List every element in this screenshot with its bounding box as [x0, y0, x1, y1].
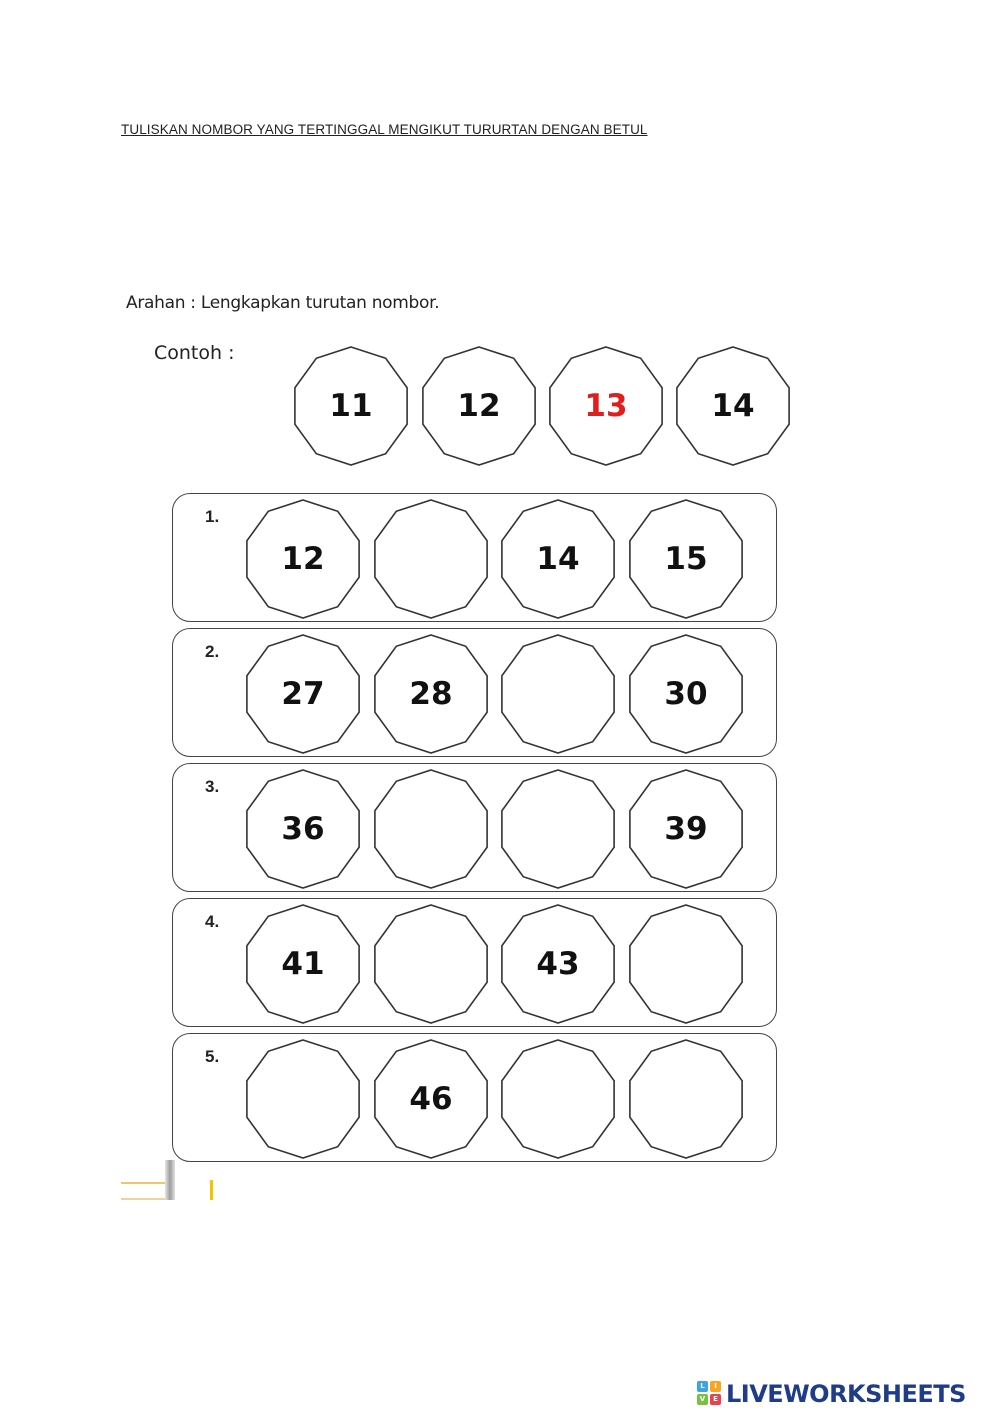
answer-polygon	[497, 633, 619, 755]
number-polygon	[625, 498, 747, 620]
number-value: 12	[457, 388, 501, 424]
question-number: 1.	[205, 507, 220, 526]
answer-input[interactable]	[497, 633, 619, 755]
number-value: 36	[281, 811, 325, 847]
number-polygon	[545, 345, 667, 467]
number-value: 14	[711, 388, 755, 424]
scan-artifact-line	[121, 1182, 169, 1184]
example-label: Contoh :	[154, 342, 235, 364]
number-polygon	[418, 345, 540, 467]
scan-artifact-bar	[210, 1180, 213, 1200]
liveworksheets-logo-icon	[697, 1381, 723, 1407]
answer-input[interactable]	[242, 1038, 364, 1160]
number-polygon	[625, 633, 747, 755]
question-number: 3.	[205, 777, 220, 796]
answer-input[interactable]	[370, 903, 492, 1025]
scan-artifact-line	[121, 1198, 169, 1200]
answer-input[interactable]	[497, 768, 619, 890]
answer-polygon	[370, 498, 492, 620]
number-polygon	[625, 768, 747, 890]
number-value: 11	[329, 388, 373, 424]
answer-polygon	[625, 1038, 747, 1160]
number-polygon	[370, 1038, 492, 1160]
answer-input[interactable]	[625, 1038, 747, 1160]
worksheet-title: TULISKAN NOMBOR YANG TERTINGGAL MENGIKUT TURURTAN DENGAN BETUL	[121, 122, 648, 137]
answer-polygon	[242, 1038, 364, 1160]
number-polygon	[242, 498, 364, 620]
answer-polygon	[497, 1038, 619, 1160]
answer-polygon	[625, 903, 747, 1025]
logo-letter: E	[710, 1394, 721, 1405]
number-polygon	[290, 345, 412, 467]
question-number: 2.	[205, 642, 220, 661]
number-polygon	[497, 903, 619, 1025]
number-value: 30	[664, 676, 708, 712]
answer-input[interactable]	[497, 1038, 619, 1160]
number-value: 46	[409, 1081, 453, 1117]
question-number: 5.	[205, 1047, 220, 1066]
answer-polygon	[370, 903, 492, 1025]
number-polygon	[242, 633, 364, 755]
number-value: 39	[664, 811, 708, 847]
answer-polygon	[370, 768, 492, 890]
number-polygon	[672, 345, 794, 467]
answer-input[interactable]	[370, 768, 492, 890]
scan-artifact-bar	[165, 1160, 175, 1200]
number-polygon	[242, 768, 364, 890]
number-polygon	[242, 903, 364, 1025]
number-value: 41	[281, 946, 325, 982]
logo-letter: V	[697, 1394, 708, 1405]
number-value: 15	[664, 541, 708, 577]
number-value: 28	[409, 676, 453, 712]
logo-letter: L	[697, 1381, 708, 1392]
number-value: 43	[536, 946, 580, 982]
number-value: 14	[536, 541, 580, 577]
answer-polygon	[497, 768, 619, 890]
brand-name: LIVEWORKSHEETS	[726, 1380, 966, 1408]
number-value: 13	[584, 388, 628, 424]
instruction-text: Arahan : Lengkapkan turutan nombor.	[126, 293, 440, 313]
answer-input[interactable]	[370, 498, 492, 620]
number-polygon	[497, 498, 619, 620]
answer-input[interactable]	[625, 903, 747, 1025]
logo-letter: I	[710, 1381, 721, 1392]
brand-footer	[697, 1379, 966, 1409]
number-value: 27	[281, 676, 325, 712]
number-value: 12	[281, 541, 325, 577]
question-number: 4.	[205, 912, 220, 931]
number-polygon	[370, 633, 492, 755]
